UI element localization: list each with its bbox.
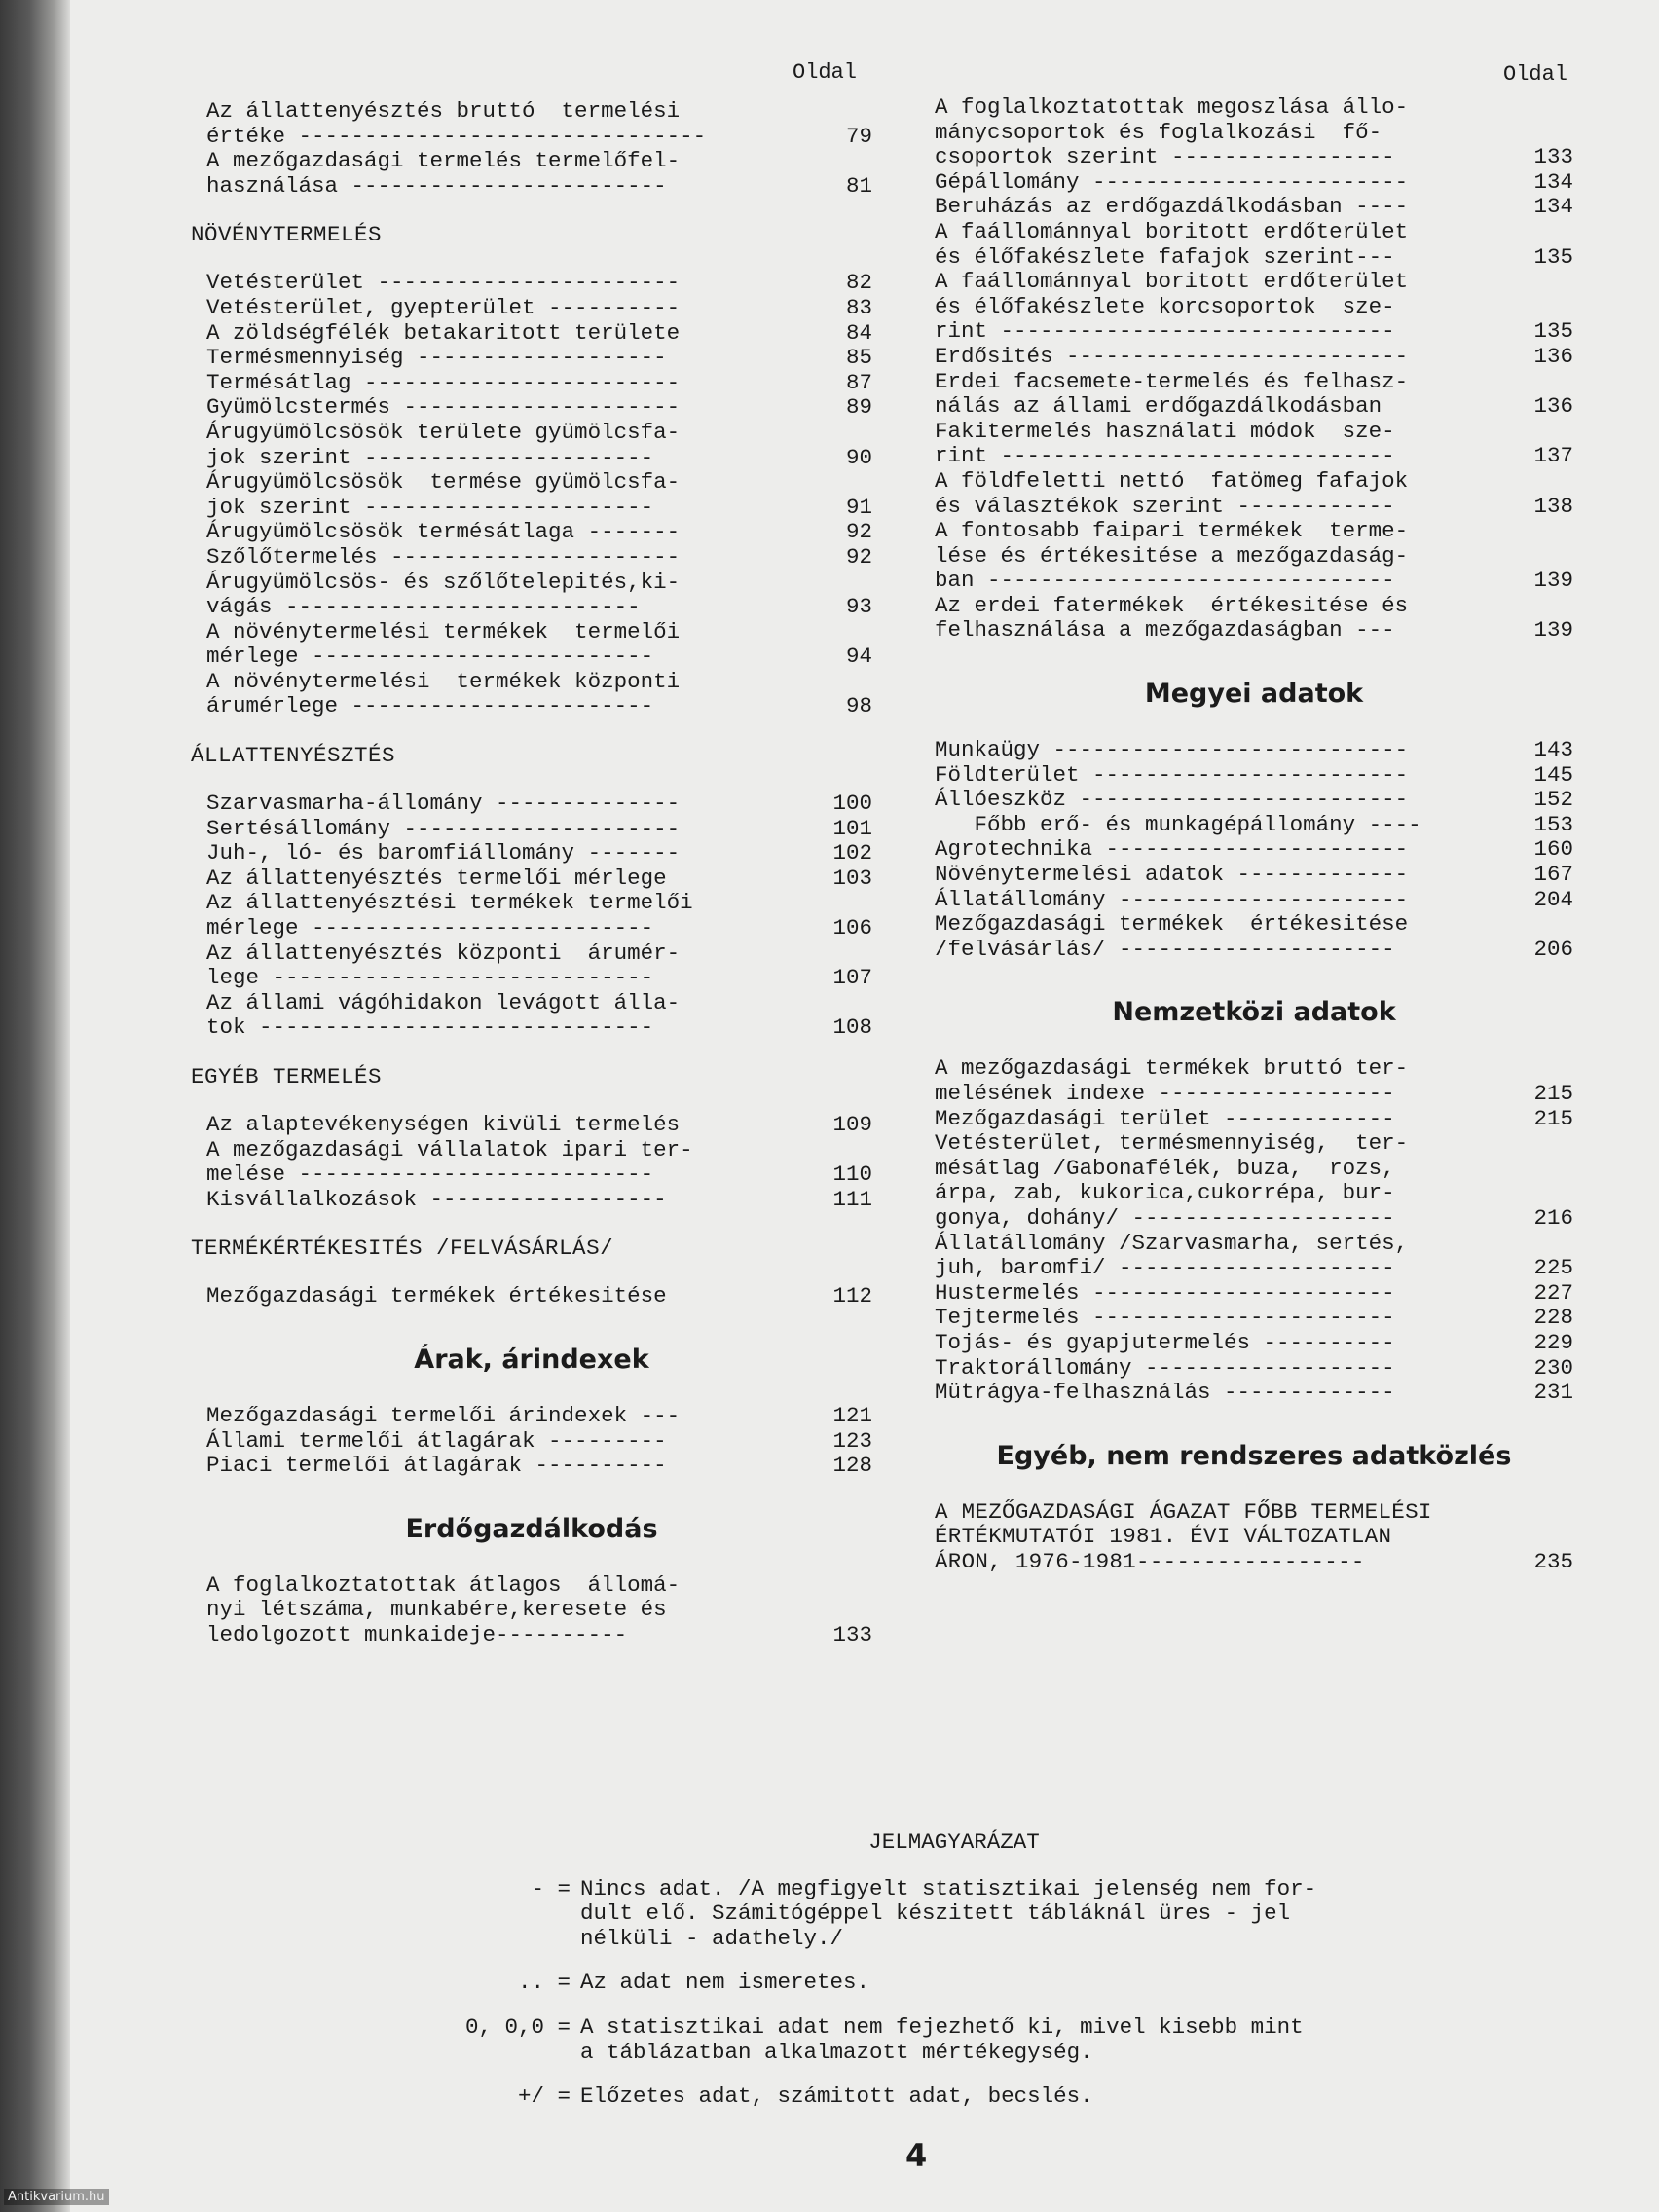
toc-entry <box>191 99 872 149</box>
toc-entry-page: 139 <box>1533 568 1573 594</box>
toc-entry <box>935 888 1573 913</box>
toc-entry-title: Gyümölcstermés --------------------- <box>206 394 681 421</box>
page-binding-edge <box>0 0 70 2212</box>
toc-entry-title: Termésmennyiség ------------------- <box>206 345 667 371</box>
oldal-header-left: Oldal <box>793 60 858 85</box>
toc-entry <box>191 571 872 620</box>
legend-symbol: .. = <box>517 1970 571 1996</box>
toc-entry-title: Az erdei fatermékek értékesitése és felhasználása a mezőgazdaságban --- <box>935 592 1409 644</box>
toc-entry-page: 153 <box>1533 811 1573 837</box>
toc-entry-page: 136 <box>1533 343 1573 369</box>
toc-entry <box>191 620 872 670</box>
toc-entry-title: Az állattenyésztés termelői mérlege <box>206 865 667 891</box>
toc-entry-title: Kisvállalkozások ------------------ <box>206 1186 667 1212</box>
toc-entry-page: 152 <box>1533 787 1573 813</box>
toc-entry <box>191 1404 872 1429</box>
legend-definition: A statisztikai adat nem fejezhető ki, mivel kisebb mint a táblázatban alkalmazott mértékegység. <box>580 2013 1304 2065</box>
toc-entry-title: Árugyümölcsösök termésátlaga ------- <box>206 519 681 545</box>
toc-entry-page: 134 <box>1533 194 1573 220</box>
toc-group <box>191 1113 872 1212</box>
toc-entry-title: Fakitermelés használati módok sze- rint ------------------------------ <box>935 418 1395 469</box>
toc-entry <box>935 763 1573 789</box>
toc-entry-page: 136 <box>1533 393 1573 420</box>
toc-entry-title: A mezőgazdasági termékek bruttó ter- melésének indexe ------------------ <box>935 1055 1409 1106</box>
chapter-heading: Erdőgazdálkodás <box>405 1513 658 1544</box>
toc-entry-page: 94 <box>845 644 872 670</box>
toc-group <box>191 99 872 199</box>
chapter-heading: Megyei adatok <box>1144 679 1364 710</box>
toc-entry-page: 98 <box>845 693 872 719</box>
toc-entry-title: Az állattenyésztési termékek termelői mérlege -------------------------- <box>206 890 693 941</box>
toc-entry <box>935 738 1573 763</box>
toc-entry <box>935 519 1573 594</box>
toc-entry <box>191 866 872 892</box>
chapter-heading: Egyéb, nem rendszeres adatközlés <box>996 1440 1512 1471</box>
toc-entry-page: 92 <box>845 519 872 545</box>
toc-entry <box>191 545 872 571</box>
legend-row <box>419 1877 1490 1952</box>
toc-entry-title: Munkaügy --------------------------- <box>935 737 1409 763</box>
toc-entry <box>191 670 872 719</box>
toc-entry-title: Állami termelői átlagárak --------- <box>206 1427 667 1454</box>
toc-entry-page: 215 <box>1533 1105 1573 1131</box>
toc-entry <box>191 421 872 470</box>
section-heading: ÁLLATTENYÉSZTÉS <box>191 743 396 769</box>
toc-entry-title: Juh-, ló- és baromfiállomány ------- <box>206 840 681 866</box>
toc-group <box>191 271 872 719</box>
toc-entry-title: A faállománnyal boritott erdőterület és élőfakészlete korcsoportok sze- rint ------------------------------ <box>935 269 1409 345</box>
toc-entry-page: 121 <box>832 1402 872 1428</box>
toc-entry-title: A mezőgazdasági vállalatok ipari ter- melése --------------------------- <box>206 1136 693 1188</box>
toc-entry <box>935 370 1573 420</box>
toc-entry-title: A foglalkoztatottak megoszlása állo- mánycsoportok és foglalkozási fő- csoportok szerint ----------------- <box>935 94 1409 170</box>
toc-entry <box>935 1131 1573 1231</box>
legend-symbol: - = <box>531 1875 571 1901</box>
toc-entry <box>191 1113 872 1138</box>
toc-entry-title: A foglalkoztatottak átlagos állomá- nyi létszáma, munkabére,keresete és ledolgozott munkaideje---------- <box>206 1571 681 1647</box>
toc-entry <box>935 788 1573 813</box>
legend-row <box>419 2084 1490 2110</box>
toc-entry <box>935 813 1573 838</box>
toc-entry-title: Az állami vágóhidakon levágott álla- tok ------------------------------ <box>206 989 681 1041</box>
toc-entry-title: A növénytermelési termékek központi árumérlege ----------------------- <box>206 668 681 719</box>
legend-symbol: 0, 0,0 = <box>464 2013 571 2040</box>
toc-entry <box>191 321 872 347</box>
toc-entry-title: Termésátlag ------------------------ <box>206 369 681 395</box>
toc-entry <box>935 469 1573 519</box>
toc-entry-title: Erdősités -------------------------- <box>935 343 1409 369</box>
toc-entry-title: A MEZŐGAZDASÁGI ÁGAZAT FŐBB TERMELÉSI ÉRTÉKMUTATÓI 1981. ÉVI VÁLTOZATLAN ÁRON, 1976-1981----------------- <box>935 1498 1432 1574</box>
toc-entry <box>935 912 1573 962</box>
toc-entry-page: 108 <box>832 1014 872 1041</box>
toc-entry-title: A földfeletti nettó fatömeg fafajok és választékok szerint ------------ <box>935 467 1409 519</box>
toc-entry <box>935 95 1573 170</box>
toc-entry <box>935 220 1573 270</box>
toc-entry-page: 100 <box>832 791 872 817</box>
toc-entry-title: Erdei facsemete-termelés és felhasz- nálás az állami erdőgazdálkodásban <box>935 368 1409 420</box>
section-heading: TERMÉKÉRTÉKESITÉS /FELVÁSÁRLÁS/ <box>191 1235 614 1262</box>
toc-entry <box>191 792 872 817</box>
toc-entry <box>935 1107 1573 1132</box>
toc-entry-page: 230 <box>1533 1354 1573 1381</box>
toc-entry <box>191 941 872 991</box>
toc-entry-page: 128 <box>832 1453 872 1479</box>
toc-entry-title: Szarvasmarha-állomány -------------- <box>206 791 681 817</box>
toc-entry-page: 135 <box>1533 243 1573 270</box>
toc-entry-title: Vetésterület, termésmennyiség, ter- mésátlag /Gabonafélék, buza, rozs, árpa, zab, kukorica,cukorrépa, bur- gonya, dohány/ -------------------- <box>935 1130 1409 1231</box>
toc-entry-title: Főbb erő- és munkagépállomány ---- <box>935 811 1421 837</box>
toc-entry-title: Árugyümölcsösök termése gyümölcsfa- jok szerint ---------------------- <box>206 469 681 520</box>
toc-entry <box>935 1331 1573 1356</box>
legend-title: JELMAGYARÁZAT <box>868 1829 1040 1855</box>
toc-entry <box>935 1232 1573 1281</box>
toc-entry-title: Mütrágya-felhasználás ------------- <box>935 1380 1395 1406</box>
toc-group <box>191 1404 872 1479</box>
toc-entry-title: Állatállomány /Szarvasmarha, sertés, juh, baromfi/ --------------------- <box>935 1230 1409 1281</box>
toc-entry <box>935 1500 1573 1575</box>
toc-entry-page: 84 <box>845 319 872 346</box>
section-heading: EGYÉB TERMELÉS <box>191 1064 383 1089</box>
toc-entry-page: 133 <box>832 1621 872 1647</box>
toc-entry-title: Az állattenyésztés bruttó termelési értéke ------------------------------- <box>206 98 707 149</box>
toc-entry <box>191 149 872 199</box>
toc-entry <box>191 371 872 396</box>
toc-entry-title: Vetésterület, gyepterület ---------- <box>206 294 681 320</box>
toc-entry <box>935 837 1573 863</box>
toc-entry-page: 111 <box>832 1186 872 1212</box>
toc-entry-title: A faállománnyal boritott erdőterület és élőfakészlete fafajok szerint--- <box>935 218 1409 270</box>
toc-entry-page: 138 <box>1533 493 1573 519</box>
chapter-heading: Árak, árindexek <box>414 1344 649 1375</box>
toc-entry-page: 79 <box>845 123 872 149</box>
toc-entry-page: 204 <box>1533 886 1573 912</box>
toc-entry-page: 206 <box>1533 936 1573 962</box>
toc-entry-page: 123 <box>832 1427 872 1454</box>
toc-entry <box>935 1281 1573 1307</box>
legend-symbol: +/ = <box>517 2083 571 2110</box>
toc-entry-title: Az állattenyésztés központi árumér- lege ----------------------------- <box>206 940 681 991</box>
toc-entry-title: Agrotechnika ----------------------- <box>935 836 1409 863</box>
toc-entry-title: Tejtermelés ----------------------- <box>935 1305 1395 1331</box>
toc-entry-page: 101 <box>832 815 872 841</box>
toc-entry-page: 134 <box>1533 168 1573 195</box>
toc-entry-title: Mezőgazdasági termelői árindexek --- <box>206 1402 681 1428</box>
toc-entry-page: 231 <box>1533 1380 1573 1406</box>
toc-entry-page: 112 <box>832 1283 872 1309</box>
toc-group <box>935 95 1573 644</box>
toc-entry <box>191 470 872 520</box>
toc-entry <box>935 170 1573 196</box>
legend-definition: Az adat nem ismeretes. <box>580 1970 870 1996</box>
toc-entry <box>935 345 1573 370</box>
toc-entry-page: 229 <box>1533 1329 1573 1355</box>
legend <box>419 1830 1490 2129</box>
toc-entry-title: A fontosabb faipari termékek terme- lése és értékesitése a mezőgazdaság- ban ------------------------------- <box>935 518 1409 594</box>
toc-entry-page: 90 <box>845 444 872 470</box>
toc-entry-title: Sertésállomány --------------------- <box>206 815 681 841</box>
toc-entry-title: Mezőgazdasági termékek értékesitése <box>206 1283 667 1309</box>
toc-entry-page: 135 <box>1533 318 1573 345</box>
toc-entry <box>191 991 872 1041</box>
toc-entry <box>935 1356 1573 1382</box>
toc-entry-title: Mezőgazdasági termékek értékesitése /felvásárlás/ --------------------- <box>935 911 1409 962</box>
toc-entry <box>191 1454 872 1479</box>
toc-entry-page: 160 <box>1533 836 1573 863</box>
toc-group <box>191 1573 872 1648</box>
toc-entry-title: Árugyümölcsösök területe gyümölcsfa- jok szerint ---------------------- <box>206 419 681 470</box>
toc-entry-title: Hustermelés ----------------------- <box>935 1279 1395 1306</box>
toc-entry-title: Az alaptevékenységen kivüli termelés <box>206 1112 681 1137</box>
toc-entry-title: Vetésterület ----------------------- <box>206 270 681 296</box>
toc-entry-page: 137 <box>1533 443 1573 469</box>
toc-group <box>935 1500 1573 1575</box>
toc-entry-page: 225 <box>1533 1255 1573 1281</box>
legend-definition: Nincs adat. /A megfigyelt statisztikai jelenség nem for- dult elő. Számitógéppel készitett tábláknál üres - jel nélküli - adathely./ <box>580 1875 1317 1951</box>
toc-entry <box>935 195 1573 220</box>
toc-group <box>935 738 1573 962</box>
toc-entry-page: 227 <box>1533 1279 1573 1306</box>
toc-entry-title: Beruházás az erdőgazdálkodásban ---- <box>935 194 1409 220</box>
toc-entry <box>935 863 1573 888</box>
section-heading: NÖVÉNYTERMELÉS <box>191 222 383 248</box>
toc-entry-title: Földterület ------------------------ <box>935 761 1409 788</box>
toc-entry-title: Növénytermelési adatok ------------- <box>935 862 1409 888</box>
toc-entry-page: 107 <box>832 965 872 991</box>
toc-entry <box>191 520 872 545</box>
toc-entry-page: 83 <box>845 294 872 320</box>
toc-entry-page: 91 <box>845 494 872 520</box>
legend-row <box>419 1971 1490 1996</box>
legend-row <box>419 2015 1490 2065</box>
legend-definition: Előzetes adat, számitott adat, becslés. <box>580 2083 1093 2110</box>
toc-group <box>191 792 872 1041</box>
toc-group <box>935 1056 1573 1405</box>
toc-entry <box>935 594 1573 644</box>
toc-entry-title: Gépállomány ------------------------ <box>935 168 1409 195</box>
toc-entry <box>191 1188 872 1213</box>
toc-entry-title: Piaci termelői átlagárak ---------- <box>206 1453 667 1479</box>
toc-left-column <box>191 56 872 1648</box>
toc-entry-page: 228 <box>1533 1305 1573 1331</box>
toc-entry-page: 143 <box>1533 737 1573 763</box>
watermark: Antikvarium.hu <box>4 2189 109 2205</box>
page-number: 4 <box>905 2137 928 2174</box>
toc-entry-page: 106 <box>832 915 872 941</box>
toc-entry-page: 102 <box>832 840 872 866</box>
toc-entry-title: Mezőgazdasági terület ------------- <box>935 1105 1395 1131</box>
toc-entry-page: 110 <box>832 1161 872 1188</box>
toc-entry <box>191 346 872 371</box>
toc-entry-title: Szőlőtermelés ---------------------- <box>206 543 681 570</box>
toc-entry <box>935 420 1573 469</box>
toc-entry-page: 216 <box>1533 1204 1573 1231</box>
toc-entry-page: 103 <box>832 865 872 891</box>
toc-entry-page: 167 <box>1533 862 1573 888</box>
toc-entry-page: 109 <box>832 1112 872 1137</box>
toc-entry-page: 139 <box>1533 617 1573 644</box>
toc-entry <box>191 891 872 940</box>
toc-entry-page: 133 <box>1533 144 1573 170</box>
toc-entry-page: 81 <box>845 172 872 199</box>
toc-entry <box>935 1381 1573 1406</box>
toc-entry-page: 87 <box>845 369 872 395</box>
toc-entry <box>191 1573 872 1648</box>
toc-entry <box>191 817 872 842</box>
toc-entry <box>191 395 872 421</box>
toc-right-column <box>935 56 1573 1575</box>
toc-entry-title: Traktorállomány ------------------- <box>935 1354 1395 1381</box>
toc-entry-page: 82 <box>845 270 872 296</box>
toc-entry <box>935 270 1573 345</box>
toc-entry <box>935 1306 1573 1331</box>
toc-group <box>191 1284 872 1309</box>
toc-entry-page: 89 <box>845 394 872 421</box>
chapter-heading: Nemzetközi adatok <box>1112 997 1396 1028</box>
toc-entry-page: 85 <box>845 345 872 371</box>
toc-entry <box>191 296 872 321</box>
toc-entry-title: A növénytermelési termékek termelői mérlege -------------------------- <box>206 618 681 670</box>
toc-entry-title: Tojás- és gyapjutermelés ---------- <box>935 1329 1395 1355</box>
toc-entry-page: 235 <box>1533 1548 1573 1574</box>
toc-entry-title: A mezőgazdasági termelés termelőfel- használása ------------------------ <box>206 148 681 199</box>
toc-entry-title: Állatállomány ---------------------- <box>935 886 1409 912</box>
toc-entry-page: 93 <box>845 594 872 620</box>
toc-entry-title: A zöldségfélék betakaritott területe <box>206 319 681 346</box>
toc-entry-page: 215 <box>1533 1081 1573 1106</box>
toc-entry-title: Árugyümölcsös- és szőlőtelepités,ki- vágás --------------------------- <box>206 569 681 620</box>
toc-entry <box>191 1284 872 1309</box>
toc-entry <box>191 841 872 866</box>
toc-entry <box>191 1429 872 1455</box>
toc-entry <box>935 1056 1573 1106</box>
toc-entry-title: Állóeszköz ------------------------- <box>935 787 1409 813</box>
toc-entry-page: 92 <box>845 543 872 570</box>
toc-entry <box>191 271 872 296</box>
toc-entry-page: 145 <box>1533 761 1573 788</box>
oldal-header-right: Oldal <box>1503 62 1568 87</box>
toc-entry <box>191 1138 872 1188</box>
